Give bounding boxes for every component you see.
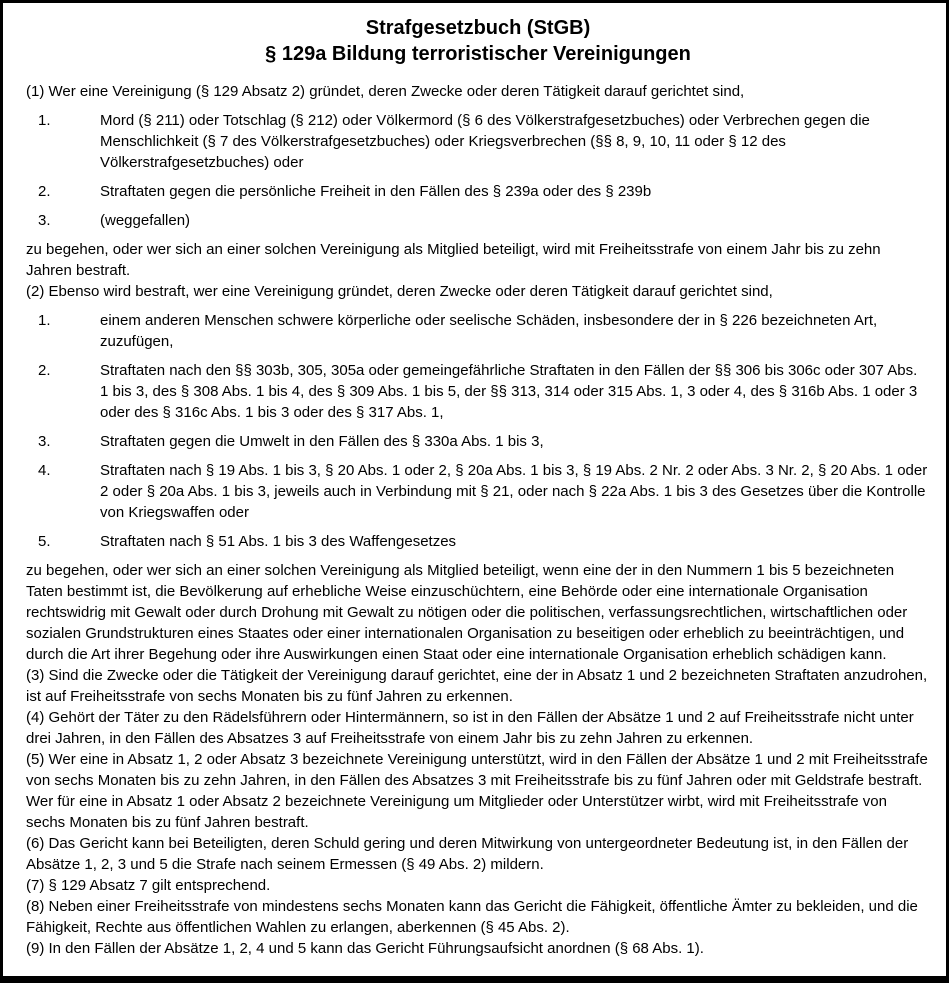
absatz-3: (3) Sind die Zwecke oder die Tätigkeit der Vereinigung darauf gerichtet, eine der in Absatz 1 und 2 bezeichneten Straftaten anzudrohen, ist auf Freiheitsstrafe von sechs Monaten bis zu fünf Jahren zu erkennen. bbox=[26, 667, 928, 705]
item-number: 5. bbox=[38, 533, 51, 550]
absatz-8: (8) Neben einer Freiheitsstrafe von mindestens sechs Monaten kann das Gericht die Fähigkeit, öffentliche Ämter zu bekleiden, und die Fähigkeit, Rechte aus öffentlichen Wahlen zu erlangen, aberkennen (§ 45 Abs. 2). bbox=[26, 898, 918, 936]
item-number: 3. bbox=[38, 433, 51, 450]
list-item bbox=[26, 460, 930, 523]
list-item bbox=[26, 210, 930, 231]
document-title bbox=[26, 15, 930, 67]
list-item bbox=[26, 531, 930, 552]
absatz-4: (4) Gehört der Täter zu den Rädelsführern oder Hintermännern, so ist in den Fällen der Absätze 1 und 2 auf Freiheitsstrafe nicht unter drei Jahren, in den Fällen des Absatzes 3 auf Freiheitsstrafe von einem Jahr bis zu zehn Jahren zu erkennen. bbox=[26, 709, 914, 747]
item-number: 3. bbox=[38, 212, 51, 229]
list-item bbox=[26, 431, 930, 452]
item-text: (weggefallen) bbox=[100, 212, 191, 229]
absatz-2-outro: zu begehen, oder wer sich an einer solchen Vereinigung als Mitglied beteiligt, wenn eine der in den Nummern 1 bis 5 bezeichneten Taten bestimmt ist, die Bevölkerung auf erhebliche Weise einzuschüchtern, eine Behörde oder eine internationale Organisation rechtswidrig mit Gewalt oder durch Drohung mit Gewalt zu nötigen oder die politischen, verfassungsrechtlichen, wirtschaftlichen oder sozialen Grundstrukturen eines Staates oder einer internationalen Organisation zu beseitigen oder erheblich zu beeinträchtigen, und durch die Art ihrer Begehung oder ihre Auswirkungen einen Staat oder eine internationale Organisation erheblich schädigen kann. bbox=[26, 562, 908, 663]
absatz-1-list bbox=[26, 110, 930, 231]
list-item bbox=[26, 310, 930, 352]
list-item bbox=[26, 360, 930, 423]
item-text: Straftaten nach § 19 Abs. 1 bis 3, § 20 Abs. 1 oder 2, § 20a Abs. 1 bis 3, § 19 Abs. 2 Nr. 2 oder Abs. 3 Nr. 2, § 20 Abs. 1 oder 2 oder § 20a Abs. 1 bis 3, jeweils auch in Verbindung mit § 21, oder nach § 22a Abs. 1 bis 3 des Gesetzes über die Kontrolle von Kriegswaffen oder bbox=[100, 462, 928, 521]
document-body bbox=[26, 81, 930, 959]
absatz-2-intro: (2) Ebenso wird bestraft, wer eine Vereinigung gründet, deren Zwecke oder deren Tätigkeit darauf gerichtet sind, bbox=[26, 283, 773, 300]
item-text: einem anderen Menschen schwere körperliche oder seelische Schäden, insbesondere der in § 226 bezeichneten Art, zuzufügen, bbox=[100, 312, 878, 350]
title-line-1: Strafgesetzbuch (StGB) bbox=[365, 17, 591, 39]
item-number: 2. bbox=[38, 362, 51, 379]
list-item bbox=[26, 181, 930, 202]
item-text: Straftaten gegen die persönliche Freiheit in den Fällen des § 239a oder des § 239b bbox=[100, 183, 652, 200]
item-text: Mord (§ 211) oder Totschlag (§ 212) oder Völkermord (§ 6 des Völkerstrafgesetzbuches) oder Verbrechen gegen die Menschlichkeit (§ 7 des Völkerstrafgesetzbuches) oder Kriegsverbrechen (§§ 8, 9, 10, 11 oder § 12 des Völkerstrafgesetzbuches) oder bbox=[100, 112, 870, 171]
item-number: 4. bbox=[38, 462, 51, 479]
item-text: Straftaten nach den §§ 303b, 305, 305a oder gemeingefährliche Straftaten in den Fällen der §§ 306 bis 306c oder 307 Abs. 1 bis 3, des § 308 Abs. 1 bis 4, des § 309 Abs. 1 bis 5, der §§ 313, 314 oder 315 Abs. 1, 3 oder 4, des § 316b Abs. 1 oder 3 oder des § 316c Abs. 1 bis 3 oder des § 317 Abs. 1, bbox=[100, 362, 918, 421]
item-text: Straftaten gegen die Umwelt in den Fällen des § 330a Abs. 1 bis 3, bbox=[100, 433, 544, 450]
absatz-1-outro: zu begehen, oder wer sich an einer solchen Vereinigung als Mitglied beteiligt, wird mit Freiheitsstrafe von einem Jahr bis zu zehn Jahren bestraft. bbox=[26, 241, 881, 279]
item-number: 2. bbox=[38, 183, 51, 200]
absatz-6: (6) Das Gericht kann bei Beteiligten, deren Schuld gering und deren Mitwirkung von untergeordneter Bedeutung ist, in den Fällen der Absätze 1, 2, 3 und 5 die Strafe nach seinem Ermessen (§ 49 Abs. 2) mildern. bbox=[26, 835, 909, 873]
absatz-9: (9) In den Fällen der Absätze 1, 2, 4 und 5 kann das Gericht Führungsaufsicht anordnen (§ 68 Abs. 1). bbox=[26, 940, 704, 957]
item-number: 1. bbox=[38, 112, 51, 129]
absatz-2-list bbox=[26, 310, 930, 552]
absatz-7: (7) § 129 Absatz 7 gilt entsprechend. bbox=[26, 877, 271, 894]
absatz-1-intro: (1) Wer eine Vereinigung (§ 129 Absatz 2) gründet, deren Zwecke oder deren Tätigkeit darauf gerichtet sind, bbox=[26, 83, 745, 100]
list-item bbox=[26, 110, 930, 173]
item-text: Straftaten nach § 51 Abs. 1 bis 3 des Waffengesetzes bbox=[100, 533, 457, 550]
item-number: 1. bbox=[38, 312, 51, 329]
absatz-5: (5) Wer eine in Absatz 1, 2 oder Absatz 3 bezeichnete Vereinigung unterstützt, wird in den Fällen der Absätze 1 und 2 mit Freiheitsstrafe von sechs Monaten bis zu zehn Jahren, in den Fällen des Absatzes 3 mit Freiheitsstrafe bis zu fünf Jahren oder mit Geldstrafe bestraft. Wer für eine in Absatz 1 oder Absatz 2 bezeichnete Vereinigung um Mitglieder oder Unterstützer wirbt, wird mit Freiheitsstrafe von sechs Monaten bis zu fünf Jahren bestraft. bbox=[26, 751, 928, 831]
title-line-2: § 129a Bildung terroristischer Vereinigungen bbox=[265, 43, 691, 65]
